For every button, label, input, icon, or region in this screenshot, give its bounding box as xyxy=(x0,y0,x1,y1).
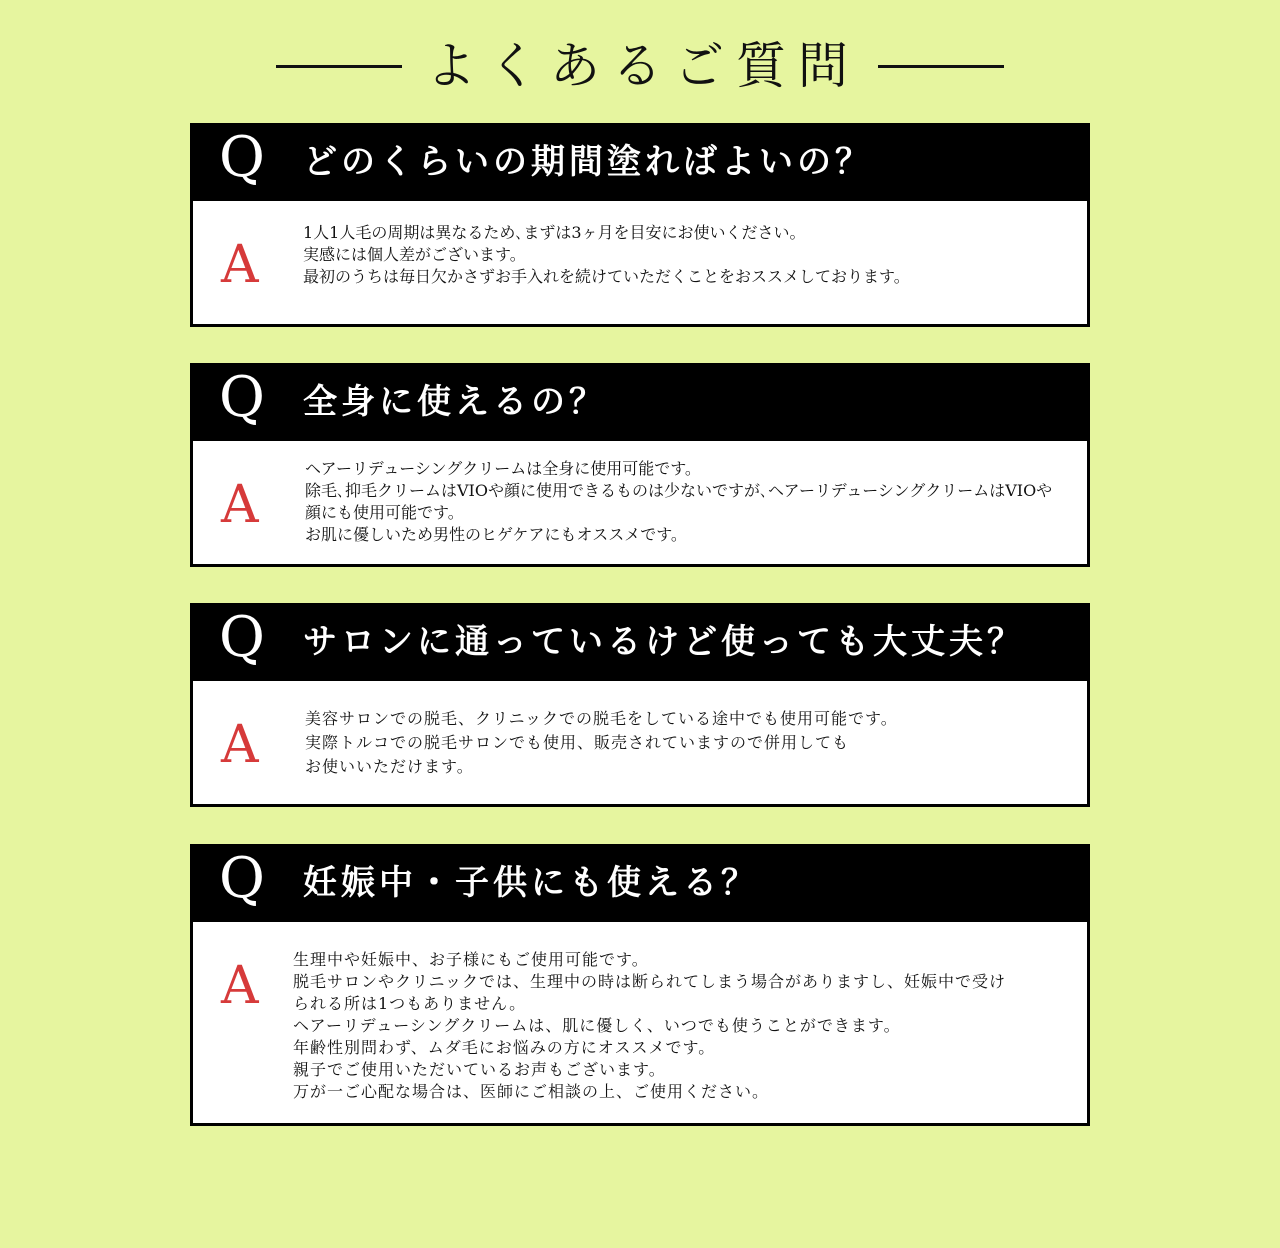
heading-line-left xyxy=(276,65,402,68)
faq-item-3 xyxy=(190,603,1090,807)
answer-line: 除毛､抑毛クリームはVIOや顔に使用できるものは少ないですが､ヘアーリデューシングクリームはVIOや xyxy=(305,481,1053,500)
question-marker: Q xyxy=(219,846,265,911)
faq-item-1 xyxy=(190,123,1090,327)
answer-line: られる所は1つもありません。 xyxy=(293,994,527,1013)
question-bar xyxy=(193,366,1087,441)
question-bar xyxy=(193,606,1087,681)
answer-marker: A xyxy=(221,235,259,295)
answer-line: 顔にも使用可能です。 xyxy=(305,503,464,522)
answer-line: ヘアーリデューシングクリームは、肌に優しく、いつでも使うことができます。 xyxy=(293,1016,901,1035)
answer-text xyxy=(305,458,1052,546)
answer-line: 脱毛サロンやクリニックでは、生理中の時は断られてしまう場合がありますし、妊娠中で受け xyxy=(293,972,1007,991)
question-marker: Q xyxy=(219,365,265,430)
answer-line: ヘアーリデューシングクリームは全身に使用可能です。 xyxy=(305,459,701,478)
answer-text xyxy=(293,949,1006,1103)
faq-item-2 xyxy=(190,363,1090,567)
answer-line: お肌に優しいため男性のヒゲケアにもオススメです。 xyxy=(305,525,687,544)
question-bar xyxy=(193,126,1087,201)
answer-line: 実感には個人差がございます。 xyxy=(303,245,526,264)
question-marker: Q xyxy=(219,125,265,190)
question-marker: Q xyxy=(219,605,265,670)
answer-body xyxy=(193,201,1087,324)
answer-line: 1人1人毛の周期は異なるため､まずは3ヶ月を目安にお使いください。 xyxy=(303,223,806,242)
section-heading xyxy=(0,28,1280,104)
answer-body xyxy=(193,681,1087,804)
answer-line: 実際トルコでの脱毛サロンでも使用、販売されていますので併用しても xyxy=(305,733,850,752)
question-text: サロンに通っているけど使っても大丈夫？ xyxy=(303,622,1025,662)
answer-line: 生理中や妊娠中、お子様にもご使用可能です。 xyxy=(293,950,649,969)
page-title: よくあるご質問 xyxy=(426,37,860,95)
question-text: 妊娠中・子供にも使える？ xyxy=(303,863,759,903)
question-bar xyxy=(193,847,1087,922)
answer-body xyxy=(193,441,1087,564)
answer-marker: A xyxy=(221,475,259,535)
faq-item-4 xyxy=(190,844,1090,1126)
answer-line: 年齢性別問わず、ムダ毛にお悩みの方にオススメです。 xyxy=(293,1038,716,1057)
answer-line: 万が一ご心配な場合は、医師にご相談の上、ご使用ください。 xyxy=(293,1082,770,1101)
answer-line: 親子でご使用いただいているお声もございます。 xyxy=(293,1060,666,1079)
answer-marker: A xyxy=(221,715,259,775)
question-text: どのくらいの期間塗ればよいの？ xyxy=(303,142,873,182)
heading-line-right xyxy=(878,65,1004,68)
answer-body xyxy=(193,922,1087,1123)
answer-marker: A xyxy=(221,956,259,1016)
answer-line: お使いいただけます。 xyxy=(305,757,474,776)
answer-line: 最初のうちは毎日欠かさずお手入れを続けていただくことをおススメしております。 xyxy=(303,267,910,286)
answer-text xyxy=(303,222,910,288)
answer-text xyxy=(305,707,898,779)
answer-line: 美容サロンでの脱毛、クリニックでの脱毛をしている途中でも使用可能です。 xyxy=(305,709,898,728)
question-text: 全身に使えるの？ xyxy=(303,382,607,422)
